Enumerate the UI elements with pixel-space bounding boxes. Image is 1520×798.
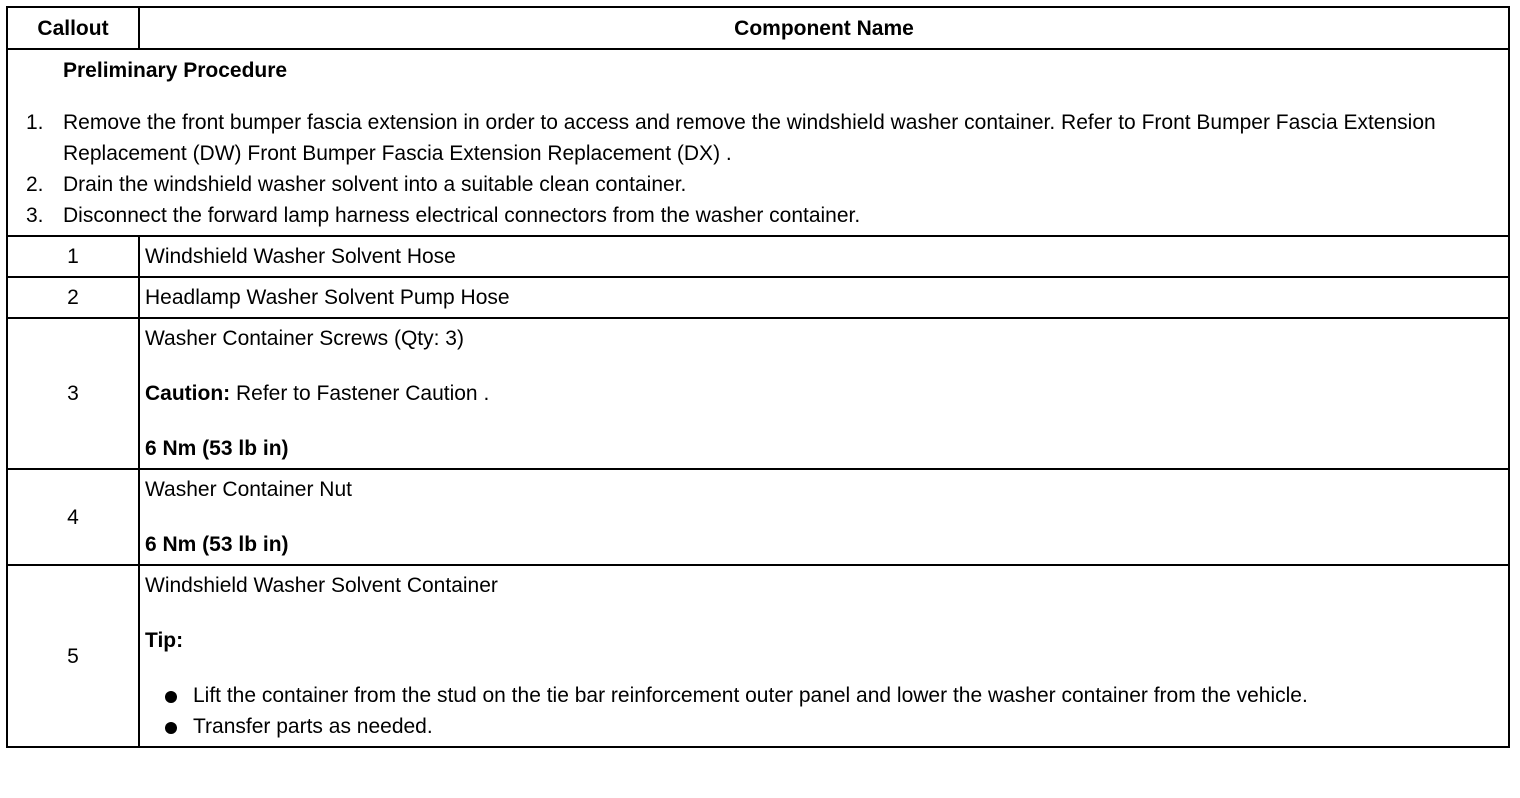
tip-item (145, 711, 1508, 742)
step-item (8, 107, 1508, 169)
caution-note (145, 378, 1508, 409)
caution-text: Refer to Fastener Caution . (230, 382, 490, 405)
torque-spec: 6 Nm (53 lb in) (145, 533, 289, 556)
header-component-name: Component Name (139, 7, 1509, 49)
callout-cell: 4 (7, 469, 139, 565)
component-name: Windshield Washer Solvent Container (145, 574, 498, 597)
bullet-icon (165, 691, 177, 703)
preliminary-row (7, 49, 1509, 236)
bullet-icon (165, 722, 177, 734)
component-detail-cell (139, 565, 1509, 747)
table-row (7, 277, 1509, 318)
tip-label: Tip: (145, 629, 184, 652)
table-row (7, 236, 1509, 277)
tip-text: Lift the container from the stud on the tie bar reinforcement outer panel and lower the washer container from the vehicle. (193, 684, 1308, 707)
component-detail-cell (139, 469, 1509, 565)
callout-cell: 3 (7, 318, 139, 469)
callout-cell: 1 (7, 236, 139, 277)
preliminary-title: Preliminary Procedure (63, 59, 288, 82)
table-row (7, 469, 1509, 565)
component-table (6, 6, 1510, 748)
component-name: Washer Container Nut (145, 478, 352, 501)
step-text: Remove the front bumper fascia extension in order to access and remove the windshield washer container. Refer to Front Bumper Fascia Extension Replacement (DW) Front Bumper Fascia Extension Replacement (DX) . (63, 111, 1436, 165)
header-row (7, 7, 1509, 49)
step-number: 3. (26, 204, 44, 227)
tip-item (145, 680, 1508, 711)
tip-list (145, 680, 1508, 742)
step-number: 1. (26, 111, 44, 134)
component-name-cell: Windshield Washer Solvent Hose (139, 236, 1509, 277)
component-name-cell: Headlamp Washer Solvent Pump Hose (139, 277, 1509, 318)
component-detail-cell (139, 318, 1509, 469)
step-item (8, 200, 1508, 231)
table-row (7, 318, 1509, 469)
step-number: 2. (26, 173, 44, 196)
tip-text: Transfer parts as needed. (193, 715, 433, 738)
step-text: Disconnect the forward lamp harness electrical connectors from the washer container. (63, 204, 861, 227)
step-text: Drain the windshield washer solvent into a suitable clean container. (63, 173, 687, 196)
caution-label: Caution: (145, 382, 231, 405)
preliminary-procedure (7, 49, 1509, 236)
preliminary-steps (8, 107, 1508, 231)
callout-cell: 5 (7, 565, 139, 747)
header-callout: Callout (7, 7, 139, 49)
step-item (8, 169, 1508, 200)
torque-spec: 6 Nm (53 lb in) (145, 437, 289, 460)
callout-cell: 2 (7, 277, 139, 318)
table-row (7, 565, 1509, 747)
component-name: Washer Container Screws (Qty: 3) (145, 327, 464, 350)
